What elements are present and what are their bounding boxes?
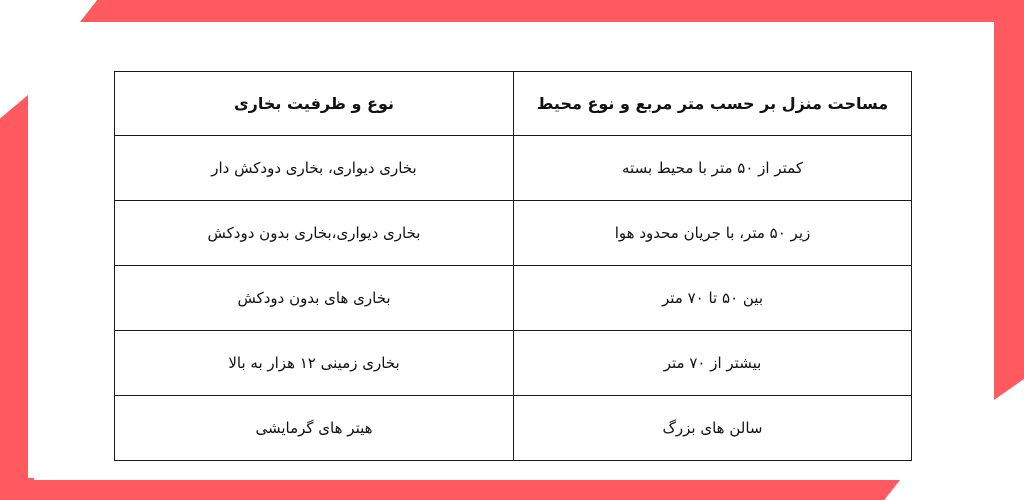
cell-area: بین ۵۰ تا ۷۰ متر (514, 266, 912, 331)
cell-heater: بخاری زمینی ۱۲ هزار به بالا (115, 331, 514, 396)
table-header-row (115, 72, 912, 136)
cell-heater: بخاری دیواری،بخاری بدون دودکش (115, 201, 514, 266)
decor-band-right (994, 0, 1024, 400)
decor-band-bottom (0, 480, 900, 500)
table-row (115, 396, 912, 461)
table-row (115, 331, 912, 396)
cell-area: بیشتر از ۷۰ متر (514, 331, 912, 396)
table-row (115, 266, 912, 331)
decor-band-top (80, 0, 1024, 22)
header-heater-type: نوع و ظرفیت بخاری (115, 72, 514, 136)
cell-heater: هیتر های گرمایشی (115, 396, 514, 461)
cell-heater: بخاری دیواری، بخاری دودکش دار (115, 136, 514, 201)
heater-guide-table (114, 71, 912, 461)
cell-area: زیر ۵۰ متر، با جریان محدود هوا (514, 201, 912, 266)
cell-area: سالن های بزرگ (514, 396, 912, 461)
cell-heater: بخاری های بدون دودکش (115, 266, 514, 331)
header-area: مساحت منزل بر حسب متر مربع و نوع محیط (514, 72, 912, 136)
cell-area: کمتر از ۵۰ متر با محیط بسته (514, 136, 912, 201)
table-row (115, 136, 912, 201)
table-row (115, 201, 912, 266)
